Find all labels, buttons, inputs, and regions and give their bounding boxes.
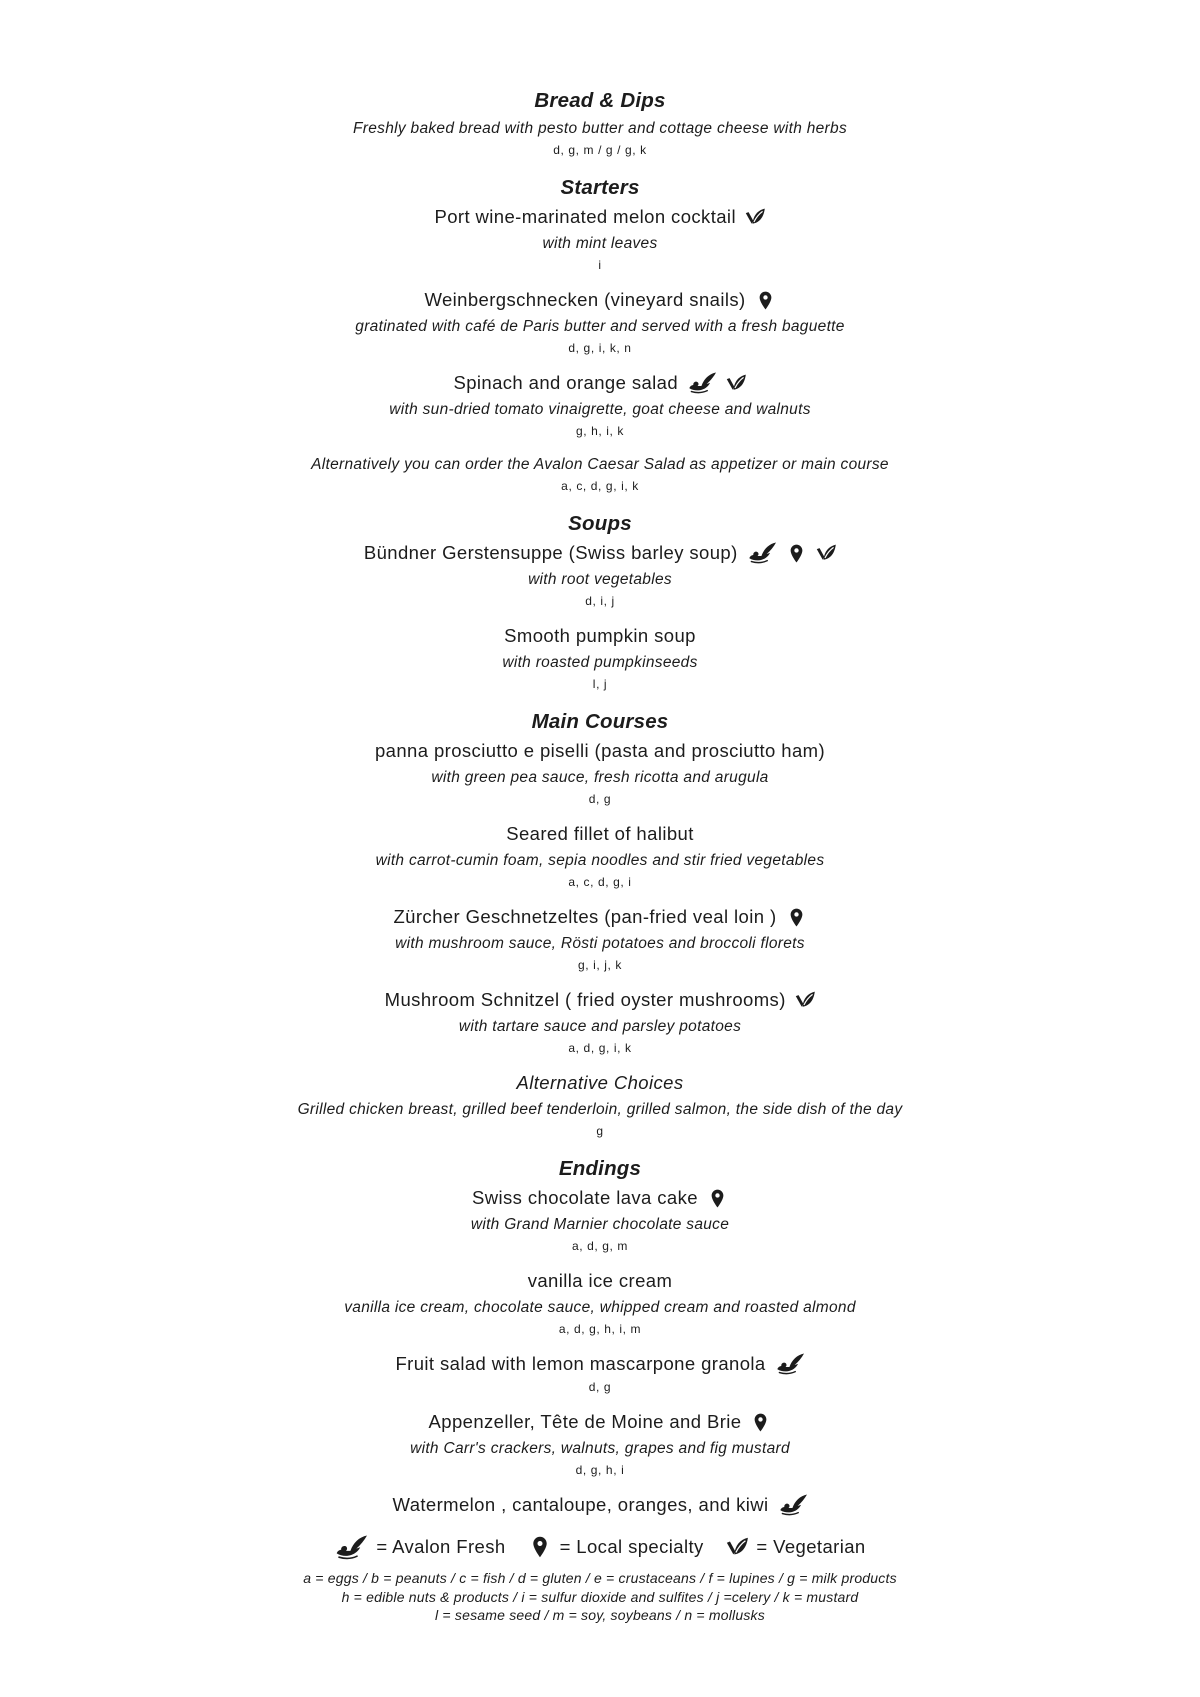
vegetarian-icon — [745, 208, 766, 227]
item-name: Bündner Gerstensuppe (Swiss barley soup) — [363, 542, 738, 563]
local-specialty-icon — [528, 1535, 552, 1559]
allergen-key — [60, 1569, 1140, 1625]
item-description: Alternatively you can order the Avalon Caesar Salad as appetizer or main course — [311, 456, 889, 473]
menu-item — [60, 904, 1140, 974]
item-allergen-codes: a, d, g, i, k — [568, 1041, 632, 1055]
section-heading: Starters — [560, 176, 640, 199]
item-name: Swiss chocolate lava cake — [472, 1187, 698, 1208]
avalon-fresh-icon — [687, 372, 717, 394]
menu-section — [60, 709, 1140, 1140]
item-name-row — [60, 821, 1140, 847]
menu-section — [60, 511, 1140, 693]
legend-icon-key — [60, 1532, 1140, 1562]
item-name: Weinbergschnecken (vineyard snails) — [424, 289, 746, 310]
item-name: Smooth pumpkin soup — [504, 625, 696, 646]
item-name-row — [60, 987, 1140, 1013]
menu-item — [60, 204, 1140, 274]
menu-item — [60, 453, 1140, 495]
menu-section — [60, 175, 1140, 495]
item-name: Zürcher Geschnetzeltes (pan-fried veal loin ) — [393, 906, 777, 927]
menu-item — [60, 1409, 1140, 1479]
item-description: with Grand Marnier chocolate sauce — [470, 1216, 730, 1233]
legend-label: = Avalon Fresh — [376, 1536, 506, 1557]
item-allergen-codes: a, c, d, g, i — [568, 875, 632, 889]
menu-section — [60, 1156, 1140, 1518]
allergen-line: h = edible nuts & products / i = sulfur dioxide and sulfites / j =celery / k = mustard — [341, 1588, 859, 1605]
item-description: with green pea sauce, fresh ricotta and arugula — [431, 769, 769, 786]
item-allergen-codes: d, g — [588, 1380, 612, 1394]
menu-item — [60, 1185, 1140, 1255]
item-name-row — [60, 370, 1140, 396]
item-name: vanilla ice cream — [527, 1270, 673, 1291]
menu-item — [60, 1492, 1140, 1518]
item-description: with mushroom sauce, Rösti potatoes and broccoli florets — [395, 935, 805, 952]
item-name: Fruit salad with lemon mascarpone granola — [395, 1353, 766, 1374]
vegetarian-icon — [726, 374, 747, 393]
menu-item — [60, 623, 1140, 693]
menu-item — [60, 117, 1140, 159]
item-name: Appenzeller, Tête de Moine and Brie — [428, 1411, 742, 1432]
item-name-row — [60, 738, 1140, 764]
item-name-row — [60, 287, 1140, 313]
item-name: Alternative Choices — [516, 1072, 684, 1093]
menu-item — [60, 1351, 1140, 1396]
allergen-line: a = eggs / b = peanuts / c = fish / d = gluten / e = crustaceans / f = lupines / g = milk products — [303, 1570, 897, 1586]
section-heading: Bread & Dips — [534, 89, 666, 112]
item-allergen-codes: g — [596, 1124, 604, 1138]
allergen-line: l = sesame seed / m = soy, soybeans / n = mollusks — [435, 1607, 765, 1623]
item-allergen-codes: g, h, i, k — [575, 424, 625, 438]
menu-item — [60, 738, 1140, 808]
legend-label: = Vegetarian — [756, 1536, 866, 1557]
local-specialty-icon — [750, 1412, 771, 1433]
item-name-row — [60, 904, 1140, 930]
menu-item — [60, 287, 1140, 357]
avalon-fresh-icon — [778, 1494, 808, 1516]
item-name-row — [60, 1070, 1140, 1096]
section-heading: Endings — [558, 1157, 642, 1180]
item-allergen-codes: l, j — [592, 677, 608, 691]
vegetarian-icon — [816, 544, 837, 563]
local-specialty-icon — [707, 1188, 728, 1209]
item-allergen-codes: d, g, m / g / g, k — [553, 143, 647, 157]
item-description: with sun-dried tomato vinaigrette, goat cheese and walnuts — [389, 401, 811, 418]
legend-entry-avalon-fresh — [334, 1532, 505, 1562]
item-description: with roasted pumpkinseeds — [502, 654, 698, 671]
menu-item — [60, 987, 1140, 1057]
item-name-row — [60, 623, 1140, 649]
item-description: Grilled chicken breast, grilled beef tenderloin, grilled salmon, the side dish of the day — [297, 1101, 903, 1118]
item-allergen-codes: d, g, i, k, n — [568, 341, 632, 355]
item-name: panna prosciutto e piselli (pasta and prosciutto ham) — [374, 740, 826, 761]
item-allergen-codes: a, d, g, m — [571, 1239, 629, 1253]
vegetarian-icon — [795, 991, 816, 1010]
item-allergen-codes: a, d, g, h, i, m — [558, 1322, 642, 1336]
avalon-fresh-icon — [747, 542, 777, 564]
item-name-row — [60, 1492, 1140, 1518]
item-allergen-codes: i — [598, 258, 602, 272]
menu-item — [60, 1070, 1140, 1140]
item-description: gratinated with café de Paris butter and served with a fresh baguette — [355, 318, 845, 335]
item-allergen-codes: g, i, j, k — [577, 958, 622, 972]
item-description: with tartare sauce and parsley potatoes — [458, 1018, 742, 1035]
item-description: Freshly baked bread with pesto butter and cottage cheese with herbs — [353, 120, 847, 137]
menu-section — [60, 88, 1140, 159]
item-allergen-codes: a, c, d, g, i, k — [561, 479, 639, 493]
item-name-row — [60, 1409, 1140, 1435]
item-allergen-codes: d, i, j — [585, 594, 615, 608]
legend-label: = Local specialty — [559, 1536, 704, 1557]
section-heading: Main Courses — [531, 710, 669, 733]
legend — [60, 1532, 1140, 1625]
item-name: Spinach and orange salad — [453, 372, 679, 393]
item-name-row — [60, 1351, 1140, 1377]
item-name-row — [60, 540, 1140, 566]
item-description: with Carr's crackers, walnuts, grapes and fig mustard — [410, 1440, 790, 1457]
item-name: Watermelon , cantaloupe, oranges, and kiwi — [392, 1494, 769, 1515]
item-name: Port wine-marinated melon cocktail — [434, 206, 736, 227]
avalon-fresh-icon — [334, 1535, 368, 1560]
item-name-row — [60, 1268, 1140, 1294]
item-allergen-codes: d, g, h, i — [575, 1463, 625, 1477]
item-allergen-codes: d, g — [588, 792, 612, 806]
menu-item — [60, 1268, 1140, 1338]
item-description: vanilla ice cream, chocolate sauce, whipped cream and roasted almond — [344, 1299, 856, 1316]
local-specialty-icon — [786, 907, 807, 928]
menu-item — [60, 540, 1140, 610]
avalon-fresh-icon — [775, 1353, 805, 1375]
item-name: Seared fillet of halibut — [506, 823, 694, 844]
section-heading: Soups — [568, 512, 632, 535]
legend-entry-vegetarian — [726, 1532, 866, 1562]
menu-sections — [60, 88, 1140, 1518]
item-description: with carrot-cumin foam, sepia noodles and stir fried vegetables — [375, 852, 825, 869]
item-name-row — [60, 204, 1140, 230]
item-name-row — [60, 1185, 1140, 1211]
menu-item — [60, 821, 1140, 891]
local-specialty-icon — [755, 290, 776, 311]
menu-item — [60, 370, 1140, 440]
vegetarian-icon — [726, 1537, 749, 1558]
item-description: with root vegetables — [528, 571, 672, 588]
item-name: Mushroom Schnitzel ( fried oyster mushrooms) — [384, 989, 786, 1010]
item-description: with mint leaves — [542, 235, 658, 252]
local-specialty-icon — [786, 543, 807, 564]
legend-entry-local-specialty — [528, 1532, 704, 1562]
